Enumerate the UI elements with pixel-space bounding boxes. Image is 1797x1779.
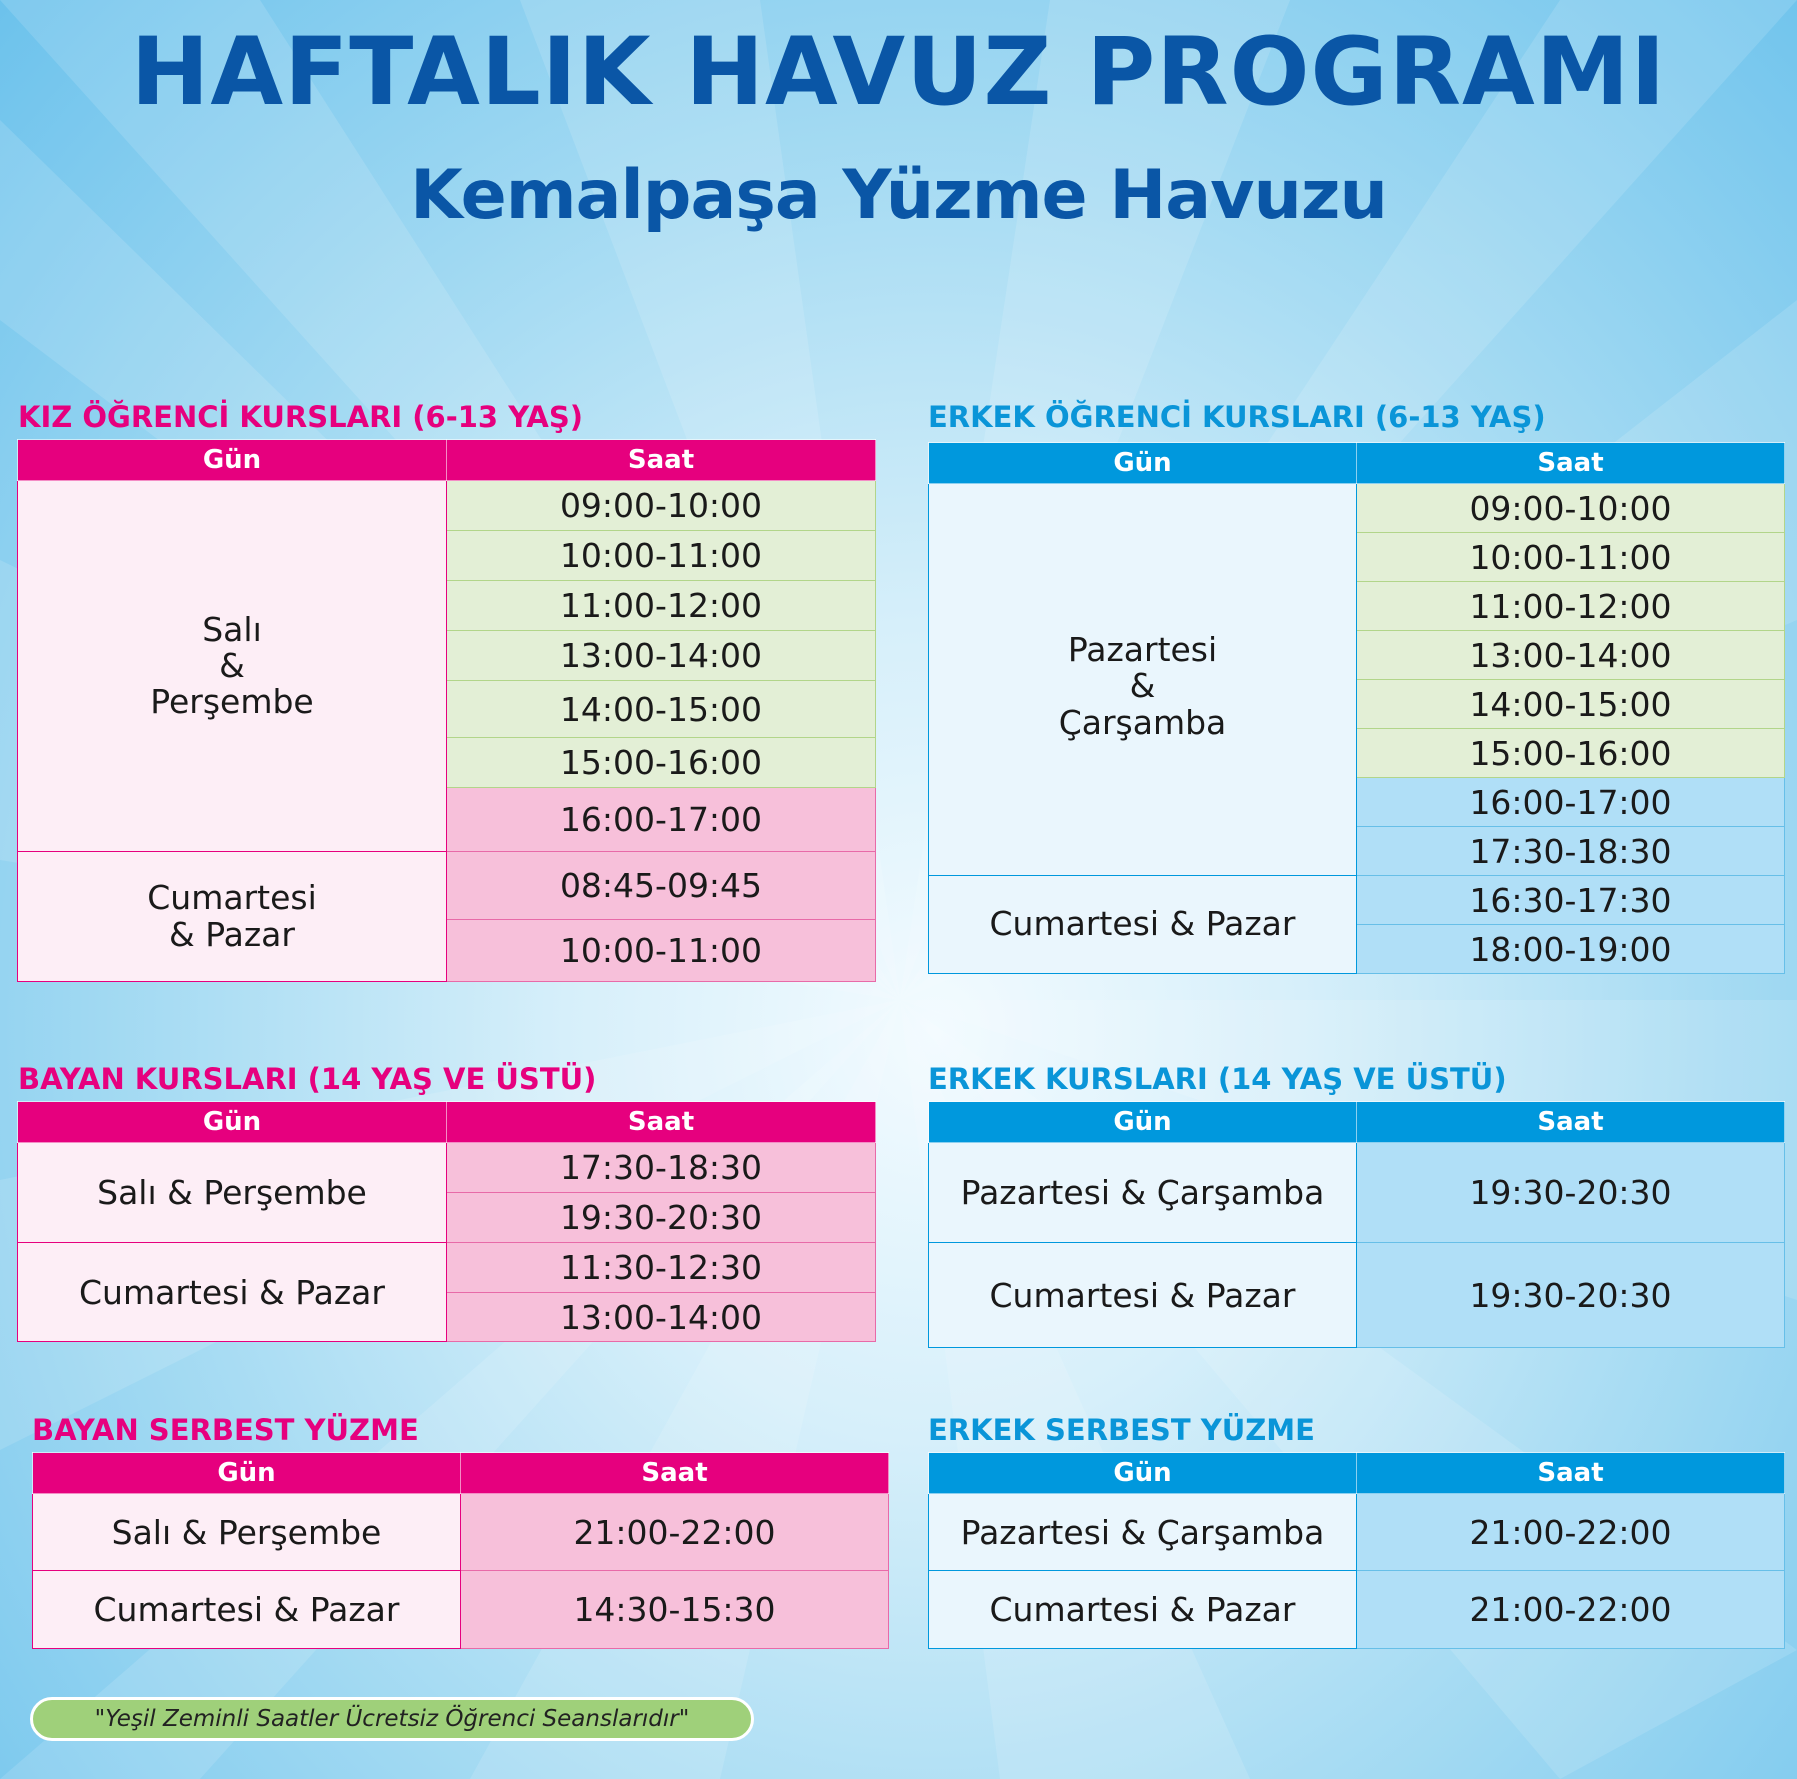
header-time: Saat xyxy=(447,1102,876,1143)
time-cell: 19:30-20:30 xyxy=(1357,1243,1785,1348)
page-subtitle: Kemalpaşa Yüzme Havuzu xyxy=(410,156,1387,235)
day-cell: Cumartesi & Pazar xyxy=(929,1243,1357,1348)
boys-student-table xyxy=(928,442,1785,974)
day-cell: Cumartesi & Pazar xyxy=(18,852,447,982)
header-day: Gün xyxy=(929,1102,1357,1143)
time-cell-free: 15:00-16:00 xyxy=(447,738,876,788)
time-cell-free: 13:00-14:00 xyxy=(1357,631,1785,680)
time-cell-free: 11:00-12:00 xyxy=(447,581,876,631)
time-cell: 14:30-15:30 xyxy=(461,1571,889,1649)
time-cell: 16:00-17:00 xyxy=(1357,778,1785,827)
day-cell: Salı & Perşembe xyxy=(33,1494,461,1571)
women-course-title: BAYAN KURSLARI (14 YAŞ VE ÜSTÜ) xyxy=(18,1062,597,1096)
time-cell: 21:00-22:00 xyxy=(461,1494,889,1571)
time-cell: 17:30-18:30 xyxy=(1357,827,1785,876)
time-cell: 16:00-17:00 xyxy=(447,788,876,852)
free-session-note: "Yeşil Zeminli Saatler Ücretsiz Öğrenci Seanslarıdır" xyxy=(30,1697,754,1741)
page-title: HAFTALIK HAVUZ PROGRAMI xyxy=(130,18,1667,127)
men-free-swim-title: ERKEK SERBEST YÜZME xyxy=(928,1413,1315,1447)
time-cell: 19:30-20:30 xyxy=(447,1193,876,1243)
header-day: Gün xyxy=(929,443,1357,484)
time-cell-free: 14:00-15:00 xyxy=(447,681,876,738)
header-time: Saat xyxy=(461,1453,889,1494)
day-cell: Salı & Perşembe xyxy=(18,481,447,852)
women-free-swim-title: BAYAN SERBEST YÜZME xyxy=(32,1413,419,1447)
time-cell-free: 09:00-10:00 xyxy=(1357,484,1785,533)
header-day: Gün xyxy=(929,1453,1357,1494)
men-course-table xyxy=(928,1101,1785,1348)
header-time: Saat xyxy=(447,440,876,481)
time-cell-free: 13:00-14:00 xyxy=(447,631,876,681)
time-cell-free: 11:00-12:00 xyxy=(1357,582,1785,631)
time-cell: 21:00-22:00 xyxy=(1357,1571,1785,1649)
day-cell: Pazartesi & Çarşamba xyxy=(929,484,1357,876)
time-cell: 10:00-11:00 xyxy=(447,920,876,982)
time-cell: 13:00-14:00 xyxy=(447,1293,876,1342)
time-cell: 17:30-18:30 xyxy=(447,1143,876,1193)
day-cell: Pazartesi & Çarşamba xyxy=(929,1143,1357,1243)
time-cell: 18:00-19:00 xyxy=(1357,925,1785,974)
header-time: Saat xyxy=(1357,1453,1785,1494)
time-cell-free: 10:00-11:00 xyxy=(447,531,876,581)
day-cell: Salı & Perşembe xyxy=(18,1143,447,1243)
time-cell: 11:30-12:30 xyxy=(447,1243,876,1293)
men-course-title: ERKEK KURSLARI (14 YAŞ VE ÜSTÜ) xyxy=(928,1062,1507,1096)
day-cell: Cumartesi & Pazar xyxy=(18,1243,447,1342)
men-free-swim-table xyxy=(928,1452,1785,1649)
day-cell: Cumartesi & Pazar xyxy=(929,876,1357,974)
girls-student-table xyxy=(17,439,876,982)
day-cell: Cumartesi & Pazar xyxy=(929,1571,1357,1649)
day-cell: Pazartesi & Çarşamba xyxy=(929,1494,1357,1571)
time-cell-free: 10:00-11:00 xyxy=(1357,533,1785,582)
day-cell: Cumartesi & Pazar xyxy=(33,1571,461,1649)
boys-student-title: ERKEK ÖĞRENCİ KURSLARI (6-13 YAŞ) xyxy=(928,400,1546,434)
girls-student-title: KIZ ÖĞRENCİ KURSLARI (6-13 YAŞ) xyxy=(18,400,584,434)
header-day: Gün xyxy=(18,440,447,481)
header-day: Gün xyxy=(33,1453,461,1494)
time-cell: 21:00-22:00 xyxy=(1357,1494,1785,1571)
time-cell-free: 15:00-16:00 xyxy=(1357,729,1785,778)
header-day: Gün xyxy=(18,1102,447,1143)
time-cell-free: 14:00-15:00 xyxy=(1357,680,1785,729)
time-cell: 16:30-17:30 xyxy=(1357,876,1785,925)
header-time: Saat xyxy=(1357,1102,1785,1143)
time-cell: 19:30-20:30 xyxy=(1357,1143,1785,1243)
time-cell: 08:45-09:45 xyxy=(447,852,876,920)
time-cell-free: 09:00-10:00 xyxy=(447,481,876,531)
header-time: Saat xyxy=(1357,443,1785,484)
women-course-table xyxy=(17,1101,876,1342)
women-free-swim-table xyxy=(32,1452,889,1649)
